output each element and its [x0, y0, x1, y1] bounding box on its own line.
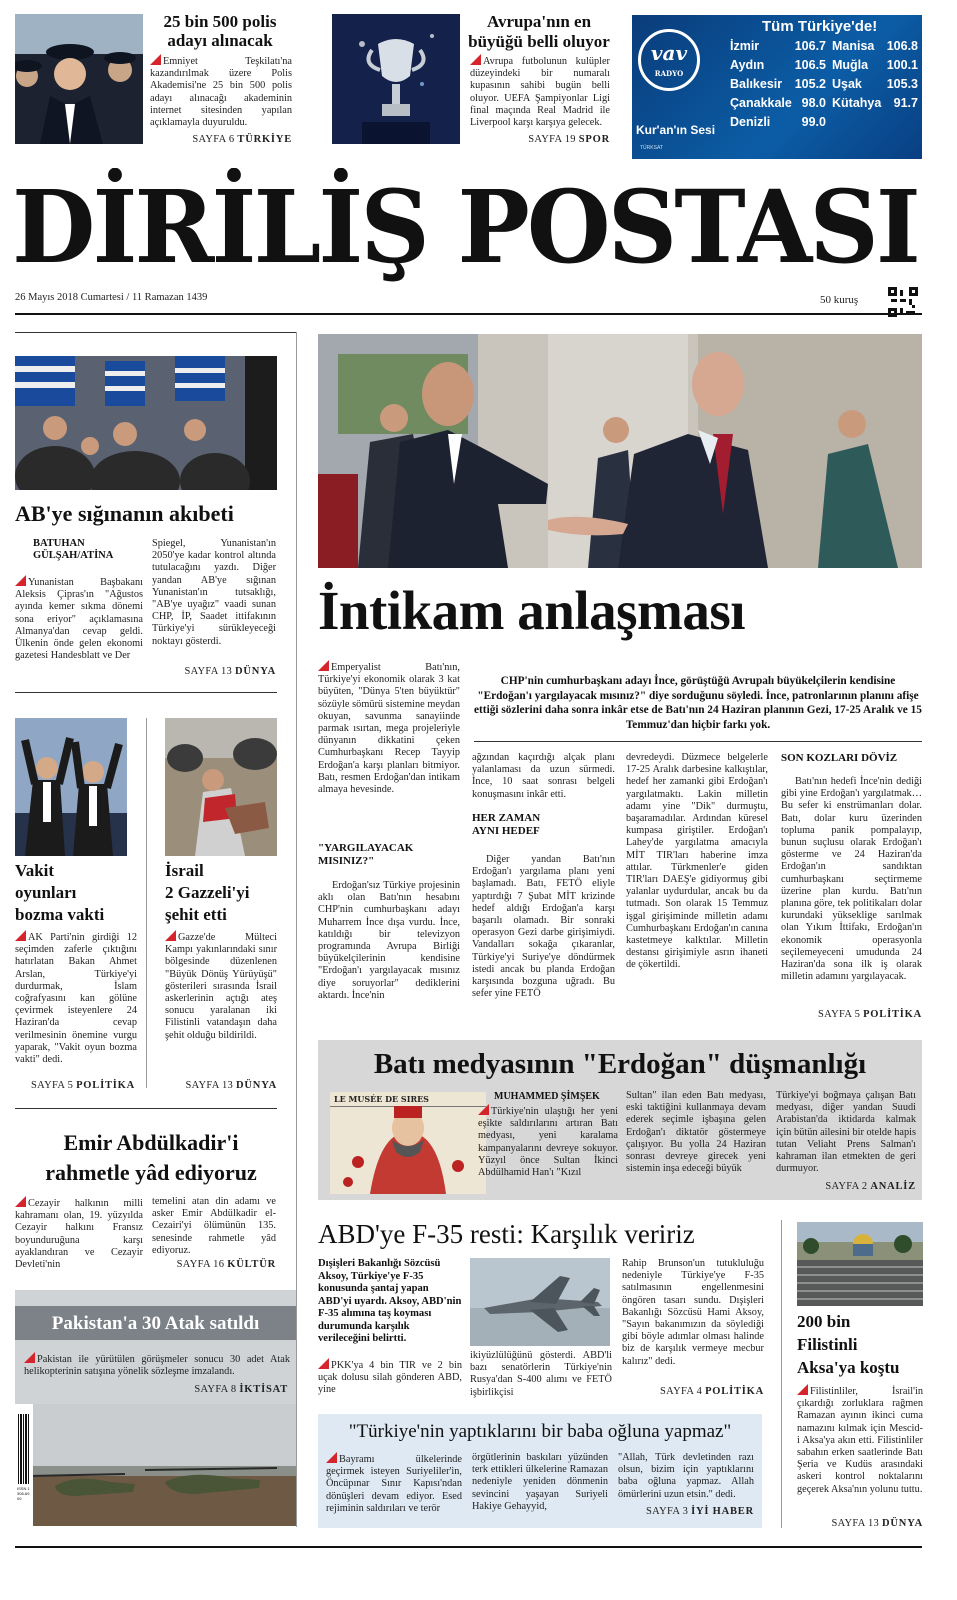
- radio-row: İzmir 106.7 Manisa 106.8: [730, 39, 918, 53]
- f35-jet-photo: [470, 1258, 610, 1346]
- f35-lead: Dışişleri Bakanlığı Sözcüsü Aksoy, Türkiye'ye F-35 konusunda şantaj yapan ABD'yi uyardı. Aksoy, ABD'nin F-35 alımına taş koyması durumunda karşılık verileceğini belirtti.: [318, 1258, 462, 1344]
- bati-title: Batı medyasının "Erdoğan" düşmanlığı: [373, 1048, 867, 1080]
- red-triangle-icon: [318, 660, 329, 671]
- radio-row: Denizli 99.0: [730, 115, 826, 129]
- radio-row: Aydın 106.5 Muğla 100.1: [730, 58, 918, 72]
- masthead-rule: [15, 313, 922, 315]
- ince-handshake-photo: [318, 334, 922, 568]
- vakit-ref: SAYFA 5 POLİTİKA: [31, 1080, 135, 1091]
- bati-col1: Türkiye'nin ulaştığı her yeni eşikte saldırılarını artıran Batı medyası, yeni karalama kampanyalarını devreye sokuyor. Yüzyıl önce Sultan İkinci Abdülhamid Han'ı "Kızıl: [478, 1106, 618, 1179]
- emir-text-col1: Cezayir halkının milli kahramanı olan, 19. yüzyılda Cezayir halkını Fransız boyunduruğuna karşı ayaklandıran ve Cezayir Devleti'nin: [15, 1198, 143, 1271]
- bati-col2: Sultan" ilan eden Batı medyası, eski taktiğini kullanmaya devam ederek seçimle işbaşına gelen Erdoğan'ı diktatör göstermeye çalışıyor. Bu yolla 24 Haziran sonrası devreye girecek yeni sistemin inşa edeceği büyük: [626, 1090, 766, 1175]
- teaser-cup-text: Avrupa futbolunun kulüpler düzeyindeki bir numaralı kupasının sahibi bugün belli oluyor. UEFA Şampiyonlar Ligi final maçında Real Madrid ile Liverpool karşı karşıya gelecek.: [470, 56, 610, 129]
- red-triangle-icon: [24, 1352, 35, 1363]
- gaza-protest-photo: [165, 718, 277, 856]
- red-triangle-icon: [15, 1196, 26, 1207]
- main-col4: Batı'nın hedefi İnce'nin dediği gibi yine Erdoğan'ı yargılatmak… Bu sefer ki enstrümanları dolar. Batı, dolar kuru üzerinden topluma panik pompalayıp, bunun suçlusu olarak Erdoğan'ı gösterme ve 24 Haziran'da Erdoğan'ın sandıktan cumhurbaşkanı seçtirmeme üzerine plan kurdu. Batı'nın planına göre, tek politikaları dolar kurundaki yükseklige sarılmak olan Yıkım İttifakı, Erdoğan'ın ekonomik operasyonla seçilemeyeceni umudunda 24 Haziran'da sona ilk iş olarak milletin adamını yargılayacak.: [781, 776, 922, 983]
- atak-helicopter-photo: [15, 1404, 296, 1526]
- aksa-title: 200 bin Filistinli Aksa'ya koştu: [797, 1312, 900, 1377]
- bati-col3: Türkiye'yi boğmaya çalışan Batı medyası, diğer yandan Suudi Arabistan'da iktidarda kalmak için bütün ailesini bir otelde hapis tutan Veliaht Prens Salman'ı kahraman ilan etmekten de geri durmuyor.: [776, 1090, 916, 1175]
- ab-rule: [15, 692, 277, 693]
- f35-col1: PKK'ya 4 bin TIR ve 2 bin uçak dolusu silah gönderen ABD, yine: [318, 1360, 462, 1396]
- main-sub1: "YARGILAYACAK MISINIZ?": [318, 842, 414, 867]
- vakit-text: AK Parti'nin girdiği 12 seçimden zaferle çıktığını hatırlatan Bakan Ahmet Arslan, Türkiye'yi durdurmak, İslam coğrafyasını kan gölüne çevirmek isteyenlere 24 Haziran'da cevap verilmesinin önemine vurgu yaparak, "Vakit oyun bozma vakti" dedi.: [15, 932, 137, 1066]
- aksa-text: Filistinliler, İsrail'in çıkardığı zorluklara rağmen Ramazan ayının ikinci cuma namazını kılmak için Mescid-i Aksa'ya akın etti. Filistinliler sabahın erken saatlerinde Batı Şeria ve Kudüs arasındaki askeri kontrol noktalarını geçerek Aksa'nın yolunu tuttu.: [797, 1386, 923, 1495]
- page-bottom-rule: [15, 1546, 922, 1548]
- baba-col2: örgütlerinin baskıları yüzünden terk ettikleri ülkelerine Ramazan nedeniyle yeniden dönmenin sevincini yaşayan Suriyeli Hakiye Gehayyid,: [472, 1452, 608, 1512]
- baba-col3: "Allah, Türk devletinden razı olsun, bizim için yaptıklarını baba oğluna yapmaz. Allah ömürlerini uzun etsin." dedi.: [618, 1452, 754, 1500]
- ab-text-col1: Yunanistan Başbakanı Aleksis Çipras'ın "Ağustos ayında kemer sıkma dönemi sona eriyor" açıklamasına Almanya'dan cevap geldi. Ülkenin önde gelen ekonomi gazetesi Handesblatt ve Der: [15, 577, 143, 662]
- red-triangle-icon: [150, 54, 161, 65]
- israil-title: İsrail 2 Gazzeli'yi şehit etti: [165, 861, 250, 924]
- masthead-date: 26 Mayıs 2018 Cumartesi / 11 Ramazan 1439: [15, 292, 208, 303]
- ab-title: AB'ye sığınanın akıbeti: [15, 501, 234, 526]
- radio-frequencies: [730, 37, 918, 132]
- main-sub2: HER ZAMAN AYNI HEDEF: [472, 812, 541, 837]
- emir-ref: SAYFA 16 KÜLTÜR: [176, 1259, 276, 1270]
- baba-title: "Türkiye'nin yaptıklarını bir baba oğluna yapmaz": [348, 1421, 732, 1442]
- main-ref: SAYFA 5 POLİTİKA: [818, 1009, 922, 1020]
- main-col1b: Erdoğan'sız Türkiye projesinin aklı olan Batı'nın hesabını CHP'nin cumhurbaşkanı adayı Muharrem İnce dışa vurdu. İnce, katıldığı bir televizyon programında Avrupa Birliği büyükelçilerinin kendisine "Erdoğan'ı yargılayacak mısınız diye soruyorlar" dediklerini aktardı. İnce'nin: [318, 880, 460, 1001]
- main-col2a: ağzından kaçırdığı alçak planı yalanlaması da uzun sürmedi. İnce, 10 saat sonrası belgeli konuşmasını inkâr etti.: [472, 752, 615, 800]
- left-column-frame-top: [15, 332, 297, 333]
- red-triangle-icon: [326, 1452, 337, 1463]
- f35-ref: SAYFA 4 POLİTİKA: [660, 1386, 764, 1397]
- red-triangle-icon: [15, 575, 26, 586]
- teaser-cup-title: Avrupa'nın en büyüğü belli oluyor: [468, 12, 610, 51]
- f35-col3: Rahip Brunson'un tutukluluğu nedeniyle Türkiye'ye F-35 satılmasının engellenmesini öngören tasarı sundu. Dışişleri Bakanlığı Sözcüsü Hami Aksoy, "Sayın bakanımızın da söylediği gibi böyle adımlar olması halinde biz de karşılık vermeye mecbur kalırız" dedi.: [622, 1258, 764, 1367]
- police-photo: [15, 14, 143, 144]
- barcode-issn: ISSN 1306-6900: [17, 1486, 30, 1501]
- vakit-rule: [15, 1108, 277, 1109]
- sultan-cartoon: [330, 1092, 486, 1194]
- radio-headline: Tüm Türkiye'de!: [762, 18, 878, 35]
- teaser-cup-ref: SAYFA 19 SPOR: [528, 134, 610, 145]
- main-deck-rule: [474, 741, 922, 742]
- pakistan-ref: SAYFA 8 İKTİSAT: [194, 1384, 288, 1395]
- main-headline: İntikam anlaşması: [318, 580, 746, 641]
- masthead-title: DİRİLİŞ POSTASI: [12, 168, 918, 286]
- bati-byline: MUHAMMED ŞİMŞEK: [494, 1091, 600, 1102]
- israil-text: Gazze'de Mülteci Kampı yakınlarındaki sınır bölgesinde düzenlenen "Büyük Dönüş Yürüyüşü" gösterileri sırasında İsrail askerlerinin açtığı ateş sonucu yaralanan iki Filistinli vatandaşın daha şehit olduğu bildirildi.: [165, 932, 277, 1041]
- main-col3: devredeydi. Düzmece belgelerle 17-25 Aralık darbesine kalkıştılar, hedef her zamanki gibi Erdoğan'ı yargılatmaktı. Lakin milletin adamı yine "Dik" durmuştu, başaramadılar. Ardından küresel kumpasa giriştiler. Erdoğan'ı Lahey'de yargılatma amacıyla MİT TIR'ları haberine imza attılar. Türkmenler'e giden TIR'ları DAEŞ'e gidiyormuş gibi yalanlar uydurdular, ancak bu da tutmadı. Son olarak 15 Temmuz işgal girişiminde milletin adamı Cumhurbaşkanı Erdoğan'ın canına kastetmeye kalktılar. Milletin destansı girişimiyle asrın ihaneti de çökertildi.: [626, 752, 768, 971]
- arslan-rally-photo: [15, 718, 127, 856]
- red-triangle-icon: [470, 54, 481, 65]
- vakit-title: Vakit oyunları bozma vakti: [15, 861, 105, 924]
- red-triangle-icon: [15, 930, 26, 941]
- masthead-price: 50 kuruş: [820, 294, 859, 306]
- ab-byline: BATUHAN GÜLŞAH/ATİNA: [33, 538, 114, 561]
- red-triangle-icon: [165, 930, 176, 941]
- main-sub4: SON KOZLARI DÖVİZ: [781, 752, 898, 764]
- radio-slogan: Kur'an'ın Sesi: [636, 123, 716, 137]
- al-aqsa-crowd-photo: [797, 1222, 923, 1306]
- teaser-police-text: Emniyet Teşkilatı'na kazandırılmak üzere Polis Akademisi'ne 25 bin 500 polis adayı alınacağı akademinin internet sitesinden yapılan açıklamayla duyuruldu.: [150, 56, 292, 129]
- baba-ref: SAYFA 3 İYİ HABER: [646, 1506, 754, 1517]
- f35-column-divider: [781, 1220, 782, 1528]
- aksa-ref: SAYFA 13 DÜNYA: [831, 1518, 923, 1529]
- pakistan-title: Pakistan'a 30 Atak satıldı: [51, 1313, 260, 1334]
- f35-col2: ikiyüzlülüğünü gösterdi. ABD'li bazı senatörlerin Türkiye'nin Rusya'dan S-400 alımı ve FETÖ işbirlikçisi: [470, 1350, 612, 1398]
- israil-ref: SAYFA 13 DÜNYA: [185, 1080, 277, 1091]
- teaser-police-title: 25 bin 500 polis adayı alınacak: [163, 12, 277, 50]
- f35-title: ABD'ye F-35 resti: Karşılık veririz: [318, 1219, 695, 1249]
- turksat-badge: TÜRKSAT: [640, 145, 663, 151]
- main-col2b: Diğer yandan Batı'nın Erdoğan'ı yargılama planı yeni başlamadı. Batı, FETÖ eliyle yaptırdığı 7 Şubat MİT krizinde hedef aldığı Erdoğan'a karşı başarılı olamadı. Bir sonraki operasyon Gezi darbe girişimiydi. Vandalları sokağa çıkaranlar, Türkiye'yi Suriye'ye döndürmek istedi ancak bu planda Erdoğan karşısında bozguna uğradı. Bu sefer yine FETÖ: [472, 854, 615, 1000]
- red-triangle-icon: [797, 1384, 808, 1395]
- main-deck: CHP'nin cumhurbaşkanı adayı İnce, görüştüğü Avrupalı büyükelçilerin kendisine "Erdoğan'ı yargılayacak mısınız?" diye sorduğunu söyledi. İnce, patronlarının planını afişe ettiği sözlerini daha sonra inkâr etse de Batı'nın 24 Haziran planının Gezi, 17-25 Aralık ve 15 Temmuz'dan hiçbir farkı yok.: [474, 675, 922, 731]
- cartoon-caption: LE MUSÉE DE SIRES: [334, 1094, 429, 1104]
- vakit-divider: [146, 718, 147, 1088]
- teaser-police-ref: SAYFA 6 TÜRKİYE: [192, 134, 292, 145]
- left-column-divider: [296, 332, 297, 1527]
- emir-text-col2: temelini atan din adamı ve asker Emir Abdülkadir el-Cezairi'yi ölümünün 135. senesinde rahmetle yâd ediyoruz.: [152, 1196, 276, 1256]
- radio-row: Çanakkale 98.0 Kütahya 91.7: [730, 96, 918, 110]
- ab-text-col2: Spiegel, Yunanistan'ın 2050'ye kadar kontrol altında tutulacağını yazdı. Diğer yandan AB'ye sığınan Yunanistan'ın tutsaklığı, "AB'ye uyağız" vaadi sunan CHP, İP, Saadet ittifakının Türkiye'yi sürükleyeceği noktayı gösterdi.: [152, 538, 276, 647]
- baba-col1: Bayramı ülkelerinde geçirmek isteyen Suriyeliler'in, Öncüpınar Sınır Kapısı'ndan dönüşleri devam ediyor. Esed rejiminin saldırıları ve terör: [326, 1454, 462, 1514]
- bati-ref: SAYFA 2 ANALİZ: [825, 1181, 916, 1192]
- main-col1a: Emperyalist Batı'nın, Türkiye'yi ekonomik olarak 3 kat büyüten, "Dünya 5'ten büyüktür" sözüyle sömürü sistemine meydan okuyan, savunma sanayiinde parmak ısırtan, mega projeleriyle dünyanın dikkatini çeken Cumhurbaşkanı Recep Tayyip Erdoğan'a karşı planları bitmiyor. Batı, resmen Erdoğan'dan intikam almaya hevesinde.: [318, 662, 460, 796]
- red-triangle-icon: [478, 1104, 489, 1115]
- radio-ad: [632, 15, 922, 159]
- radio-logo: vav RADYO: [638, 29, 700, 91]
- radio-row: Balıkesir 105.2 Uşak 105.3: [730, 77, 918, 91]
- emir-title: Emir Abdülkadir'i rahmetle yâd ediyoruz: [45, 1130, 257, 1185]
- pakistan-text: Pakistan ile yürütülen görüşmeler sonucu 30 adet Atak helikopterinin satışına yönelik sözleşme imzalandı.: [24, 1354, 290, 1378]
- red-triangle-icon: [318, 1358, 329, 1369]
- ab-ref: SAYFA 13 DÜNYA: [184, 666, 276, 677]
- champions-cup-photo: [332, 14, 460, 144]
- greek-protest-photo: [15, 356, 277, 490]
